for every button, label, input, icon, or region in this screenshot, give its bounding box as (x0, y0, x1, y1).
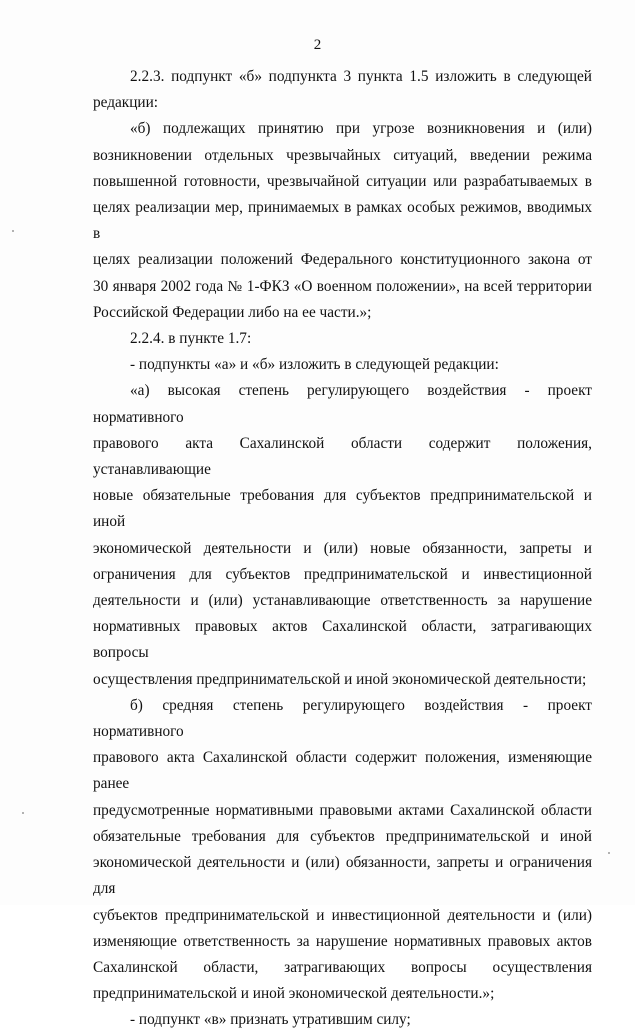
text-line: субъектов предпринимательской и инвестиционной деятельности и (или) (93, 906, 592, 924)
text-line: обязательные требования для субъектов предпринимательской и иной (93, 827, 592, 845)
text-line: экономической деятельности и (или) новые обязанности, запреты и (93, 539, 592, 557)
text-line: - подпункт «в» признать утратившим силу; (130, 1011, 411, 1029)
text-line: целях реализации положений Федерального конституционного закона от (93, 251, 592, 269)
text-line: экономической деятельности и (или) обязанности, запреты и ограничения для (93, 854, 592, 898)
text-line: «а) высокая степень регулирующего воздействия - проект нормативного (93, 382, 592, 426)
text-line: нормативных правовых актов Сахалинской области, затрагивающих вопросы (93, 618, 592, 662)
page-number: 2 (313, 37, 322, 53)
document-body (93, 64, 592, 1034)
text-line: Российской Федерации либо на ее части.»; (93, 303, 372, 321)
text-line: изменяющие ответственность за нарушение нормативных правовых актов (93, 932, 592, 950)
text-line: б) средняя степень регулирующего воздействия - проект нормативного (93, 696, 592, 741)
text-line: предусмотренные нормативными правовыми актами Сахалинской области (93, 801, 592, 819)
scan-speck (22, 812, 24, 814)
text-line: - подпункты «а» и «б» изложить в следующей редакции: (130, 356, 499, 374)
text-line: возникновении отдельных чрезвычайных ситуаций, введении режима (93, 146, 592, 164)
scan-speck (608, 852, 610, 854)
text-line: целях реализации мер, принимаемых в рамках особых режимов, вводимых в (93, 199, 592, 243)
text-line: правового акта Сахалинской области содержит положения, устанавливающие (93, 434, 592, 479)
text-line: правового акта Сахалинской области содержит положения, изменяющие ранее (93, 749, 592, 793)
text-line: осуществления предпринимательской и иной экономической деятельности; (93, 670, 587, 688)
text-line: 30 января 2002 года № 1-ФКЗ «О военном положении», на всей территории (93, 277, 592, 295)
text-line: деятельности и (или) устанавливающие ответственность за нарушение (93, 592, 592, 610)
text-line: новые обязательные требования для субъектов предпринимательской и иной (93, 487, 592, 531)
text-line: повышенной готовности, чрезвычайной ситуации или разрабатываемых в (93, 172, 592, 190)
text-line: «б) подлежащих принятию при угрозе возникновения и (или) (130, 120, 592, 138)
text-line: 2.2.4. в пункте 1.7: (130, 330, 252, 348)
scan-speck (12, 230, 14, 232)
text-line: 2.2.3. подпункт «б» подпункта 3 пункта 1.5 изложить в следующей (130, 68, 592, 85)
text-line: ограничения для субъектов предпринимательской и инвестиционной (93, 565, 592, 583)
text-line: предпринимательской и иной экономической деятельности.»; (93, 985, 495, 1003)
text-line: Сахалинской области, затрагивающих вопросы осуществления (93, 958, 592, 976)
text-line: редакции: (93, 94, 159, 112)
